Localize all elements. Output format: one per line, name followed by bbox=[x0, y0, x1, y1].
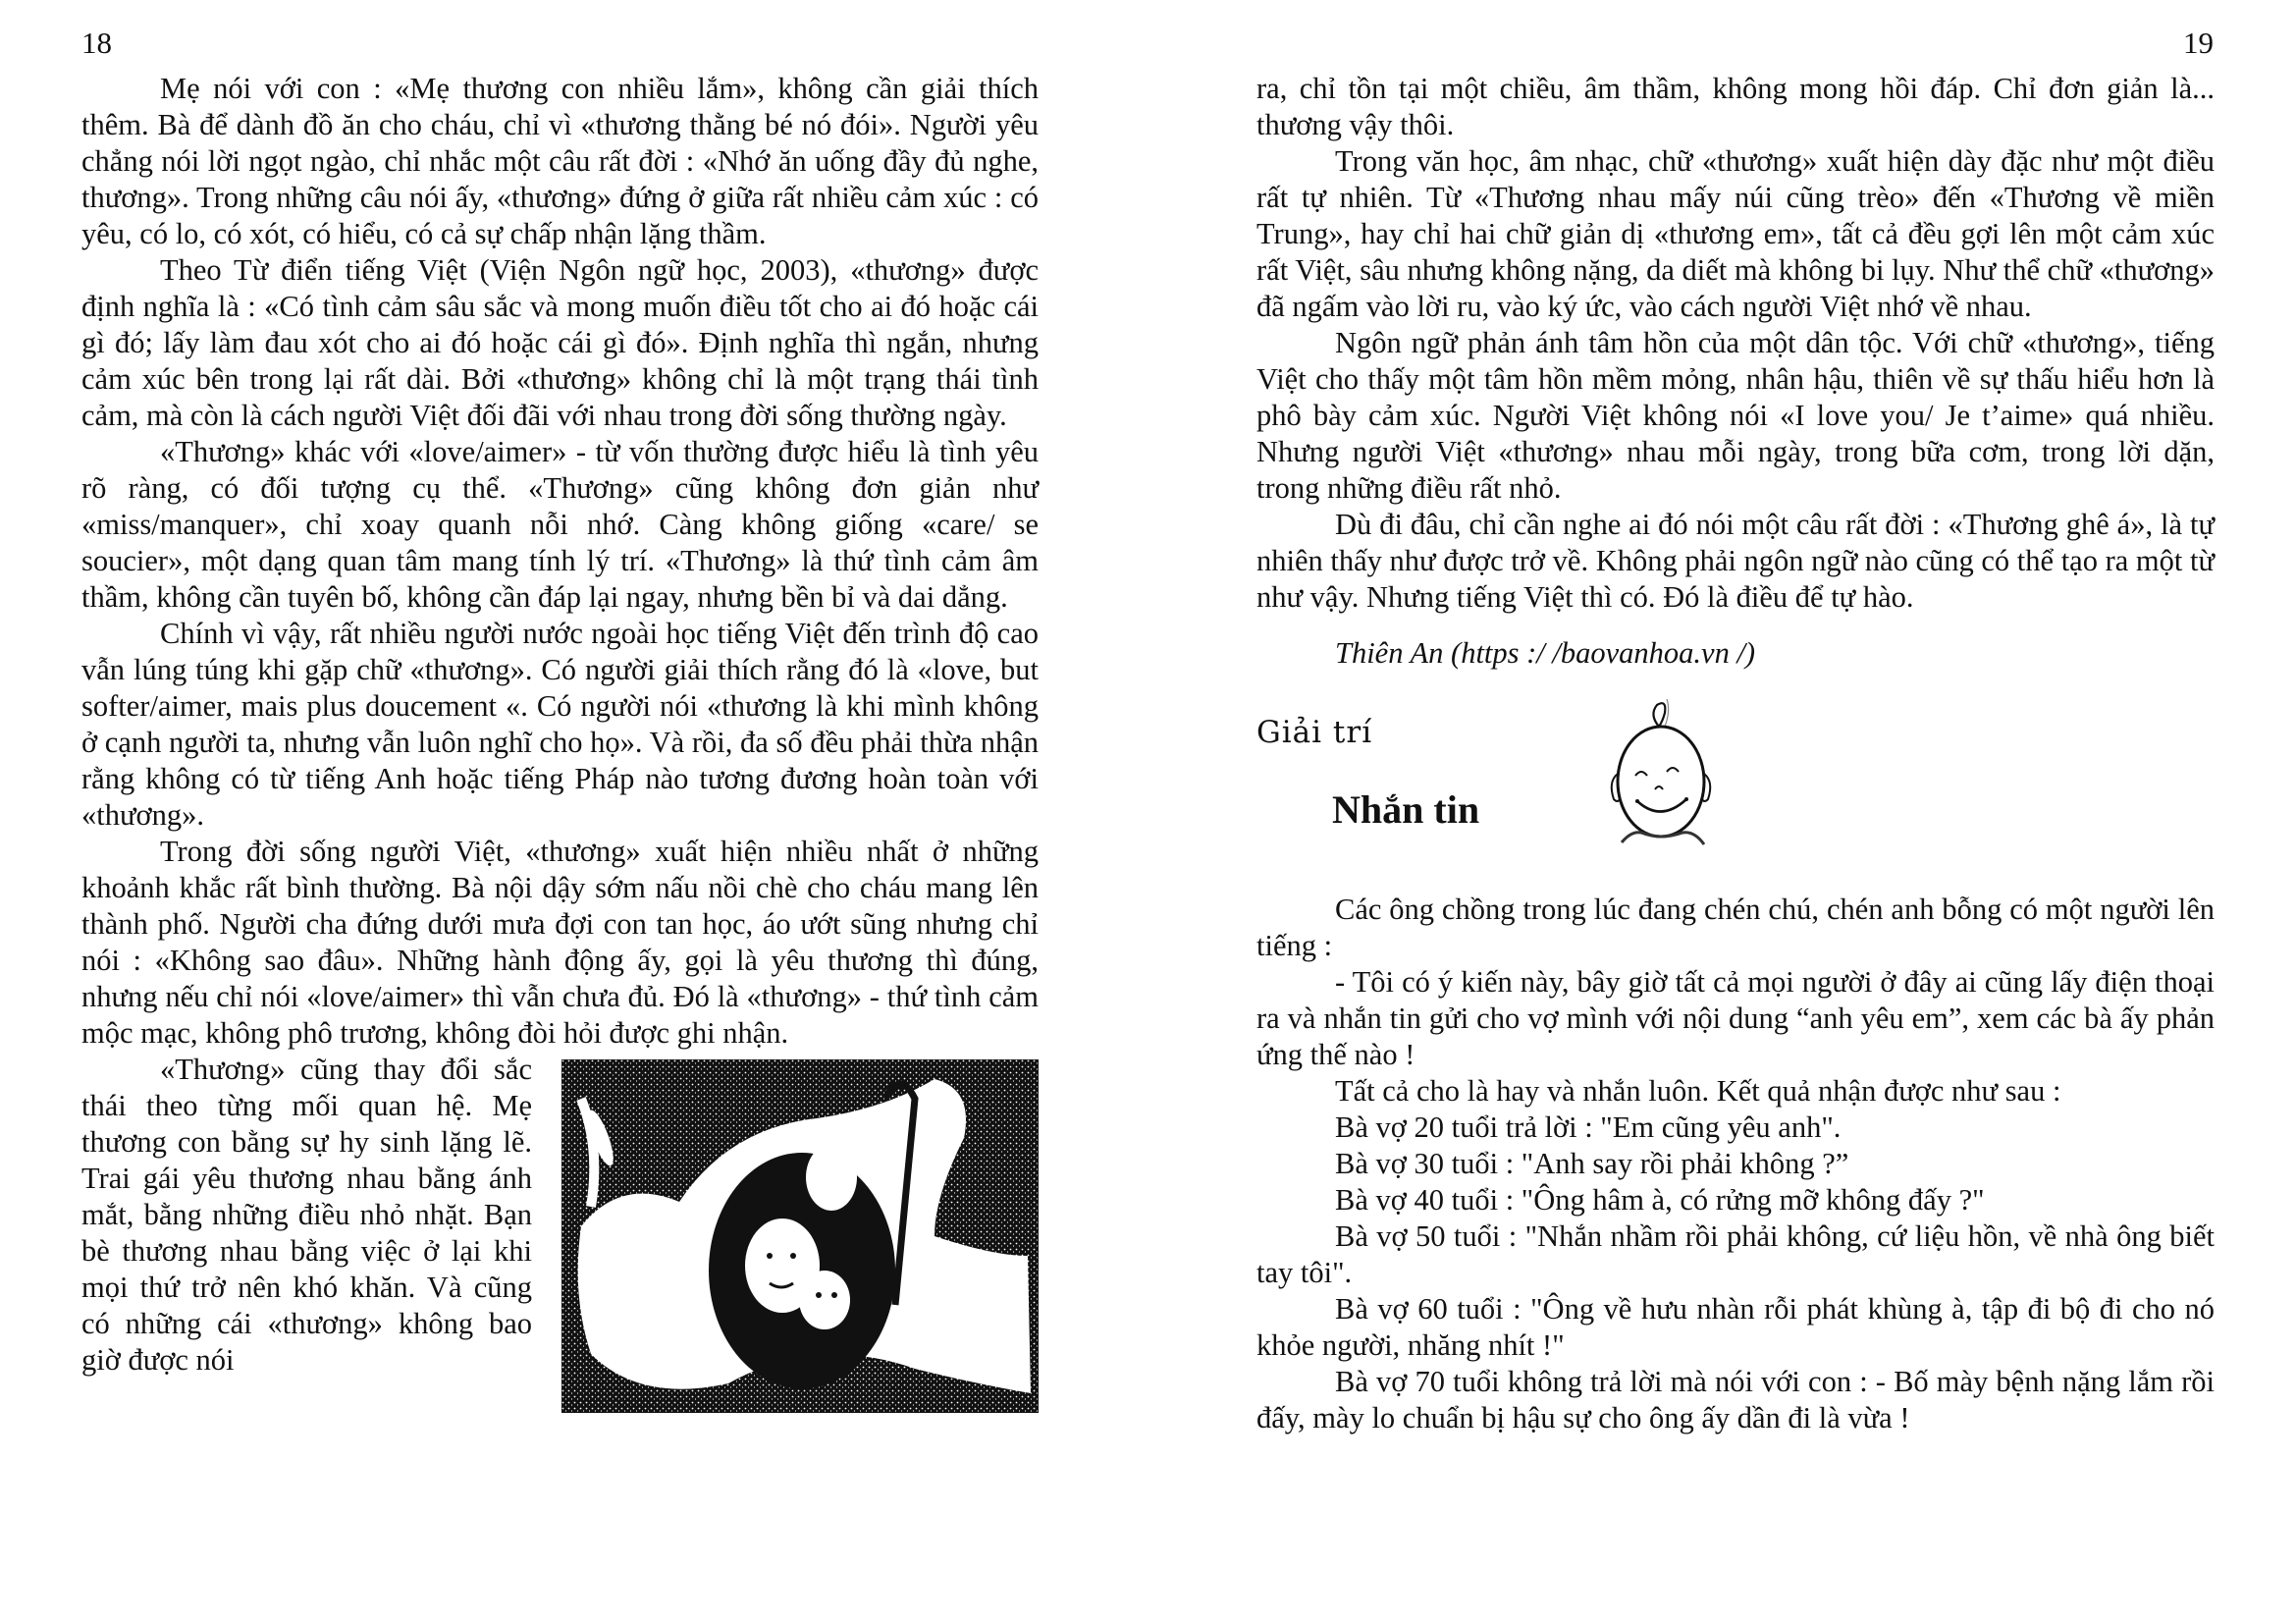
paragraph-continued: ra, chỉ tồn tại một chiều, âm thầm, không mong hồi đáp. Chỉ đơn giản là... thương vậy thôi. bbox=[1256, 72, 2215, 141]
joke-title: Nhắn tin bbox=[1332, 787, 1480, 832]
joke-line: Bà vợ 20 tuổi trả lời : "Em cũng yêu anh". bbox=[1335, 1110, 1842, 1144]
paragraph: Dù đi đâu, chỉ cần nghe ai đó nói một câu rất đời : «Thương ghê á», là tự nhiên thấy như được trở về. Không phải ngôn ngữ nào cũng có thể tạo ra một từ như vậy. Nhưng tiếng Việt thì có. Đó là điều để tự hào. bbox=[1256, 508, 2215, 614]
right-page bbox=[1148, 0, 2296, 1624]
paragraph: Ngôn ngữ phản ánh tâm hồn của một dân tộc. Với chữ «thương», tiếng Việt cho thấy một tâm hồn mềm mỏng, nhân hậu, thiên về sự thấu hiểu hơn là phô bày cảm xúc. Người Việt không nói «I love you/ Je t’aime» quá nhiều. Nhưng người Việt «thương» nhau mỗi ngày, trong bữa cơm, trong lời dặn, trong những điều rất nhỏ. bbox=[1256, 326, 2215, 505]
joke-line: - Tôi có ý kiến này, bây giờ tất cả mọi người ở đây ai cũng lấy điện thoại ra và nhắn tin gửi cho vợ mình với nội dung “anh yêu em”, xem các bà ấy phản ứng thế nào ! bbox=[1256, 965, 2215, 1071]
paragraph: Mẹ nói với con : «Mẹ thương con nhiều lắm», không cần giải thích thêm. Bà để dành đồ ăn cho cháu, chỉ vì «thương thằng bé nó đói». Người yêu chẳng nói lời ngọt ngào, chỉ nhắc một câu rất đời : «Nhớ ăn uống đầy đủ nghe, thương». Trong những câu nói ấy, «thương» đứng ở giữa rất nhiều cảm xúc : có yêu, có lo, có xót, có hiểu, có cả sự chấp nhận lặng thầm. bbox=[81, 72, 1039, 250]
paragraph: Trong đời sống người Việt, «thương» xuất hiện nhiều nhất ở những khoảnh khắc rất bình thường. Bà nội dậy sớm nấu nồi chè cho cháu mang lên thành phố. Người cha đứng dưới mưa đợi con tan học, áo ướt sũng nhưng chỉ nói : «Không sao đâu». Những hành động ấy, gọi là yêu thương thì đúng, nhưng nếu chỉ nói «love/aimer» thì vẫn chưa đủ. Đó là «thương» - thứ tình cảm mộc mạc, không phô trương, không đòi hỏi được ghi nhận. bbox=[81, 835, 1039, 1050]
article-body-left bbox=[81, 71, 1039, 1413]
paragraph: Chính vì vậy, rất nhiều người nước ngoài học tiếng Việt đến trình độ cao vẫn lúng túng khi gặp chữ «thương». Có người giải thích rằng đó là «love, but softer/aimer, mais plus doucement «. Có người nói «thương là khi mình không ở cạnh người ta, nhưng vẫn luôn nghĩ cho họ». Và rồi, đa số đều phải thừa nhận rằng không có từ tiếng Anh hoặc tiếng Pháp nào tương đương hoàn toàn với «thương». bbox=[81, 617, 1039, 832]
paragraph: Theo Từ điển tiếng Việt (Viện Ngôn ngữ học, 2003), «thương» được định nghĩa là : «Có tình cảm sâu sắc và mong muốn điều tốt cho ai đó hoặc cái gì đó; lấy làm đau xót cho ai đó hoặc cái gì đó». Định nghĩa thì ngắn, nhưng cảm xúc bên trong lại rất dài. Bởi «thương» không chỉ là một trạng thái tình cảm, mà còn là cách người Việt đối đãi với nhau trong đời sống thường ngày. bbox=[81, 253, 1039, 432]
joke-line: Tất cả cho là hay và nhắn luôn. Kết quả nhận được như sau : bbox=[1335, 1074, 2061, 1108]
entertainment-section-header bbox=[1256, 705, 2215, 892]
dove-holy-family-illustration bbox=[561, 1059, 1039, 1413]
joke-body bbox=[1256, 892, 2215, 1436]
section-label: Giải trí bbox=[1256, 715, 1373, 750]
smiling-face-icon bbox=[1602, 697, 1720, 854]
joke-line: Bà vợ 70 tuổi không trả lời mà nói với con : - Bố mày bệnh nặng lắm rồi đấy, mày lo chuẩn bị hậu sự cho ông ấy dần đi là vừa ! bbox=[1256, 1365, 2215, 1435]
joke-line: Bà vợ 50 tuổi : "Nhắn nhầm rồi phải không, cứ liệu hồn, về nhà ông biết tay tôi". bbox=[1256, 1219, 2215, 1289]
paragraph: «Thương» cũng thay đổi sắc thái theo từng mối quan hệ. Mẹ thương con bằng sự hy sinh lặng lẽ. Trai gái yêu thương nhau bằng ánh mắt, bằng những điều nhỏ nhặt. Bạn bè thương nhau bằng việc ở lại khi mọi thứ trở nên khó khăn. Và cũng có những cái «thương» không bao giờ được nói bbox=[81, 1053, 532, 1377]
illustration-graphic bbox=[561, 1059, 1039, 1413]
joke-line: Bà vợ 40 tuổi : "Ông hâm à, có rửng mỡ không đấy ?" bbox=[1335, 1183, 1985, 1217]
page-number: 19 bbox=[2183, 26, 2214, 60]
paragraph: «Thương» khác với «love/aimer» - từ vốn thường được hiểu là tình yêu rõ ràng, có đối tượng cụ thể. «Thương» cũng không đơn giản như «miss/manquer», chỉ xoay quanh nỗi nhớ. Càng không giống «care/ se soucier», một dạng quan tâm mang tính lý trí. «Thương» là thứ tình cảm âm thầm, không cần tuyên bố, không cần đáp lại ngay, nhưng bền bỉ và dai dẳng. bbox=[81, 435, 1039, 614]
joke-line: Bà vợ 30 tuổi : "Anh say rồi phải không ?” bbox=[1335, 1147, 1849, 1180]
page-number: 18 bbox=[81, 26, 112, 60]
article-credit: Thiên An (https :/ /baovanhoa.vn /) bbox=[1335, 636, 1756, 670]
joke-line: Các ông chồng trong lúc đang chén chú, chén anh bỗng có một người lên tiếng : bbox=[1256, 893, 2215, 962]
article-body-right bbox=[1256, 71, 2215, 1436]
joke-line: Bà vợ 60 tuổi : "Ông về hưu nhàn rỗi phát khùng à, tập đi bộ đi cho nó khỏe người, nhăng nhít !" bbox=[1256, 1292, 2215, 1362]
paragraph: Trong văn học, âm nhạc, chữ «thương» xuất hiện dày đặc như một điều rất tự nhiên. Từ «Thương nhau mấy núi cũng trèo» đến «Thương về miền Trung», hay chỉ hai chữ giản dị «thương em», tất cả đều gợi lên một cảm xúc rất Việt, sâu nhưng không nặng, da diết mà không bi lụy. Như thể chữ «thương» đã ngấm vào lời ru, vào ký ức, vào cách người Việt nhớ về nhau. bbox=[1256, 144, 2215, 323]
